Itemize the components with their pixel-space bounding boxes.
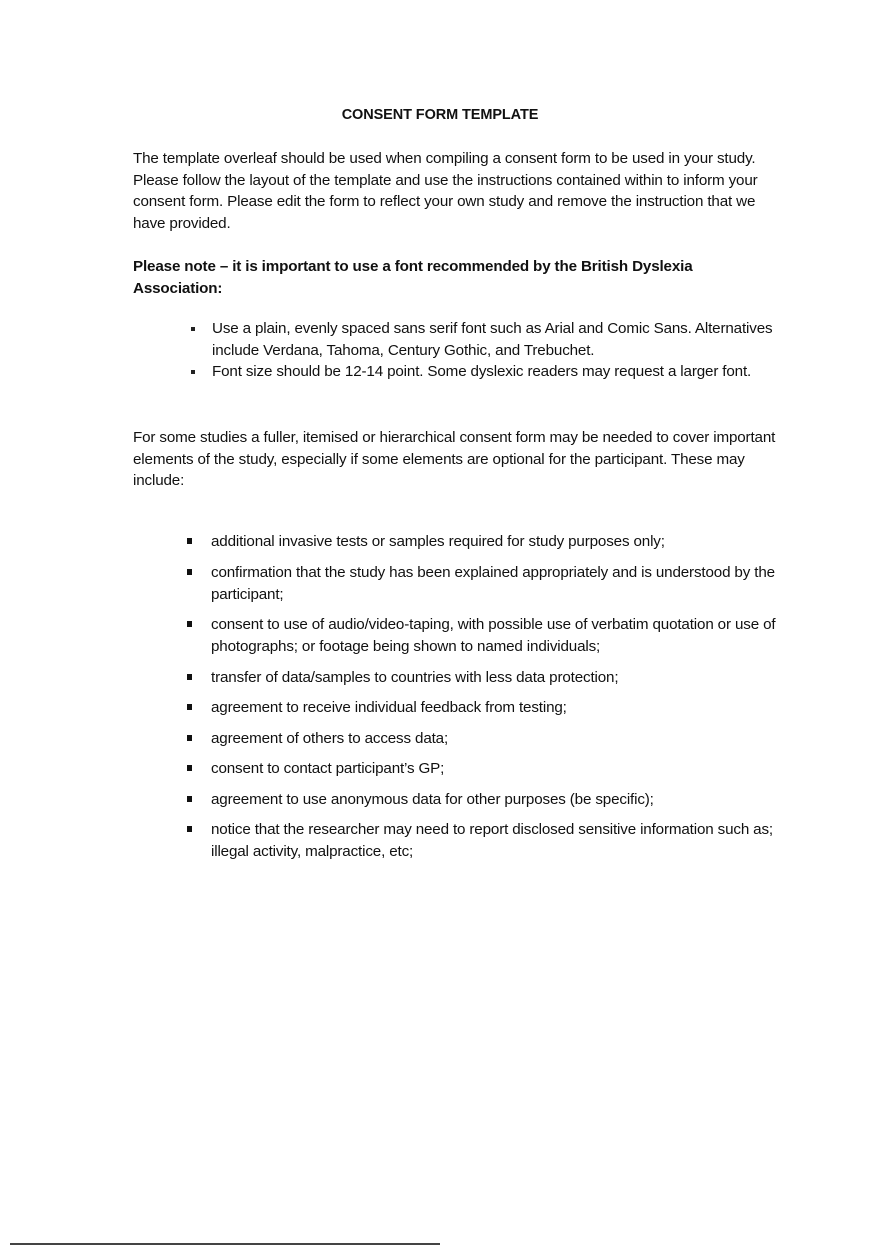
square-bullet-icon <box>187 621 192 627</box>
list-item-text: additional invasive tests or samples required for study purposes only; <box>211 533 665 550</box>
list-item-text: notice that the researcher may need to report disclosed sensitive information such as; illegal activity, malpractice, etc; <box>211 821 773 860</box>
list-item <box>190 318 780 361</box>
list-item-text: agreement to use anonymous data for other purposes (be specific); <box>211 790 654 808</box>
list-item-text: Use a plain, evenly spaced sans serif font such as Arial and Comic Sans. Alternatives include Verdana, Tahoma, Century Gothic, and Trebuchet. <box>212 320 773 359</box>
list-item <box>185 531 785 553</box>
square-bullet-icon <box>187 704 192 710</box>
optional-elements-list <box>185 531 785 872</box>
square-bullet-icon <box>187 826 192 832</box>
list-item-text: transfer of data/samples to countries with less data protection; <box>211 668 619 686</box>
list-item-text: agreement to receive individual feedback from testing; <box>211 699 567 716</box>
intro-paragraph: The template overleaf should be used when compiling a consent form to be used in your study. Please follow the layout of the template and use the instructions contained within to inform your consent form. Please edit the form to reflect your own study and remove the instruction that we have provided. <box>133 150 758 232</box>
document-title: CONSENT FORM TEMPLATE <box>341 107 539 123</box>
list-item <box>185 697 785 719</box>
list-item <box>190 361 780 383</box>
square-bullet-icon <box>187 569 192 575</box>
footnote-divider <box>10 1243 440 1245</box>
square-bullet-icon <box>187 674 192 680</box>
list-item-text: confirmation that the study has been explained appropriately and is understood by the participant; <box>211 563 775 603</box>
font-note-heading: Please note – it is important to use a font recommended by the British Dyslexia Association: <box>133 258 693 297</box>
bullet-icon <box>191 327 195 331</box>
list-item <box>185 789 785 811</box>
square-bullet-icon <box>187 538 192 544</box>
list-item-text: consent to contact participant’s GP; <box>211 760 445 777</box>
list-item-text: agreement of others to access data; <box>211 729 449 747</box>
list-item <box>185 758 785 780</box>
bullet-icon <box>191 370 195 374</box>
list-item <box>185 562 785 606</box>
list-item-text: consent to use of audio/video-taping, with possible use of verbatim quotation or use of photographs; or footage being shown to named individuals; <box>211 616 776 655</box>
list-item <box>185 819 785 863</box>
list-item-text: Font size should be 12-14 point. Some dyslexic readers may request a larger font. <box>212 363 752 380</box>
square-bullet-icon <box>187 735 192 741</box>
list-item <box>185 667 785 689</box>
square-bullet-icon <box>187 765 192 771</box>
list-item <box>185 614 785 658</box>
square-bullet-icon <box>187 796 192 802</box>
font-guidelines-list <box>190 318 780 383</box>
list-item <box>185 728 785 750</box>
itemised-intro-paragraph: For some studies a fuller, itemised or hierarchical consent form may be needed to cover important elements of the study, especially if some elements are optional for the participant. These may include: <box>133 429 776 489</box>
